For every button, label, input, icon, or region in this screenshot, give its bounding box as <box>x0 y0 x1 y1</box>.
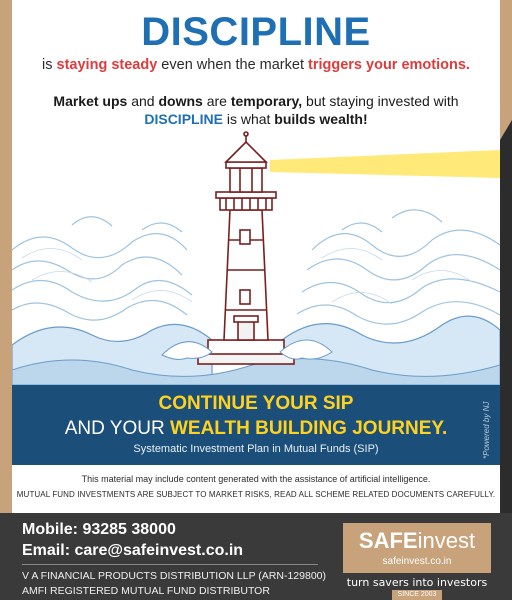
msg-temporary: temporary, <box>230 93 303 109</box>
email-address[interactable]: Email: care@safeinvest.co.in <box>22 542 244 559</box>
company-name: V A FINANCIAL PRODUCTS DISTRIBUTION LLP (ARN-129800) <box>22 570 326 582</box>
banner-line-2-highlight: WEALTH BUILDING JOURNEY. <box>169 418 448 439</box>
msg-discipline: DISCIPLINE <box>144 111 223 127</box>
msg-rest: but staying invested with <box>302 93 459 109</box>
msg-downs: downs <box>158 93 203 109</box>
page-title: DISCIPLINE <box>141 10 371 54</box>
mobile-number[interactable]: Mobile: 93285 38000 <box>22 521 176 538</box>
contact-footer <box>0 513 512 600</box>
banner-line-2-plain: AND YOUR <box>64 418 170 439</box>
logo-website: safeinvest.co.in <box>382 556 452 567</box>
poster <box>12 0 500 513</box>
banner-line-2 <box>12 418 500 440</box>
msg-market-ups: Market ups <box>53 93 128 109</box>
banner-line-3: Systematic Investment Plan in Mutual Funds (SIP) <box>133 443 379 455</box>
powered-by: *Powered by NJ <box>482 401 491 459</box>
risk-disclaimer: MUTUAL FUND INVESTMENTS ARE SUBJECT TO MARKET RISKS, READ ALL SCHEME RELATED DOCUMENTS CAREFULLY. <box>16 490 496 499</box>
logo-box <box>343 523 491 573</box>
lighthouse-illustration <box>12 130 500 385</box>
logo-name <box>343 528 491 554</box>
safeinvest-logo <box>343 523 491 600</box>
msg-builds-wealth: builds wealth! <box>274 111 368 127</box>
banner-line-1: CONTINUE YOUR SIP <box>158 393 354 414</box>
msg-is-what: is what <box>222 111 275 127</box>
light-beam <box>270 150 500 178</box>
msg-are: are <box>202 93 231 109</box>
footer-divider <box>22 564 318 565</box>
subtitle-staying-steady: staying steady <box>56 57 158 73</box>
logo-name-bold: SAFE <box>358 528 418 553</box>
logo-tagline: turn savers into investors <box>346 576 488 589</box>
subtitle-triggers: triggers your emotions. <box>308 57 470 73</box>
subtitle <box>12 57 500 73</box>
msg-and: and <box>127 93 159 109</box>
logo-name-rest: invest <box>417 528 476 553</box>
key-message <box>26 92 486 128</box>
subtitle-is: is <box>42 57 57 73</box>
amfi-registration: AMFI REGISTERED MUTUAL FUND DISTRIBUTOR <box>22 585 270 597</box>
logo-since-badge: SINCE 2003 <box>392 590 442 600</box>
subtitle-even-when: even when the market <box>157 57 309 73</box>
sip-banner <box>12 385 500 465</box>
ai-disclaimer: This material may include content generated with the assistance of artificial intelligence. <box>81 474 431 484</box>
